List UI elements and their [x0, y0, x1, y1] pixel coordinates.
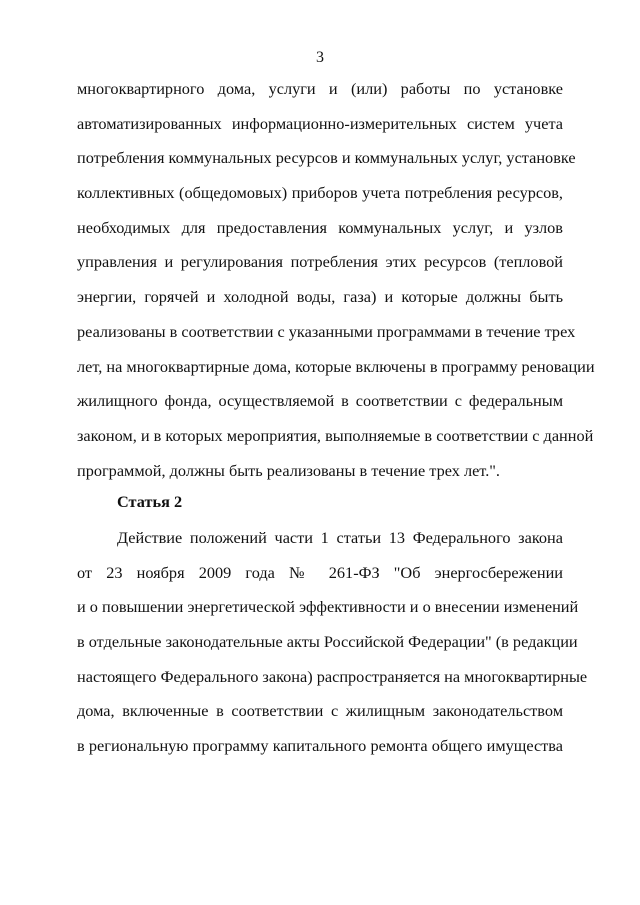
text-line: коллективных (общедомовых) приборов учета потребления ресурсов, — [77, 183, 563, 203]
text-line: многоквартирного дома, услуги и (или) работы по установке — [77, 79, 563, 98]
text-line: необходимых для предоставления коммунальных услуг, и узлов — [77, 217, 563, 237]
text-line: законом, и в которых мероприятия, выполняемые в соответствии с данной — [77, 425, 594, 445]
text-line: и о повышении энергетической эффективности и о внесении изменений — [77, 597, 579, 617]
paragraph-article-1-continuation — [77, 72, 595, 488]
text-line: потребления коммунальных ресурсов и коммунальных услуг, установке — [77, 148, 576, 168]
text-line: программой, должны быть реализованы в течение трех лет.". — [77, 460, 500, 480]
text-line: в отдельные законодательные акты Российской Федерации" (в редакции — [77, 632, 578, 652]
text-line: Действие положений части 1 статьи 13 Федерального закона — [117, 528, 563, 547]
text-line: дома, включенные в соответствии с жилищным законодательством — [77, 701, 563, 721]
text-line: энергии, горячей и холодной воды, газа) и которые должны быть — [77, 287, 563, 307]
text-line: управления и регулирования потребления этих ресурсов (тепловой — [77, 252, 563, 272]
text-line: настоящего Федерального закона) распространяется на многоквартирные — [77, 666, 588, 686]
text-line: реализованы в соответствии с указанными программами в течение трех — [77, 321, 576, 341]
text-line: в региональную программу капитального ремонта общего имущества — [77, 736, 563, 756]
article-heading: Статья 2 — [117, 492, 183, 511]
text-line: от 23 ноября 2009 года № 261-ФЗ "Об энергосбережении — [77, 562, 563, 582]
paragraph-article-2 — [77, 521, 588, 764]
page-number: 3 — [316, 49, 324, 66]
text-line: лет, на многоквартирные дома, которые включены в программу реновации — [77, 356, 595, 376]
text-line: автоматизированных информационно-измерительных систем учета — [77, 113, 563, 133]
text-line: жилищного фонда, осуществляемой в соответствии с федеральным — [77, 391, 563, 411]
